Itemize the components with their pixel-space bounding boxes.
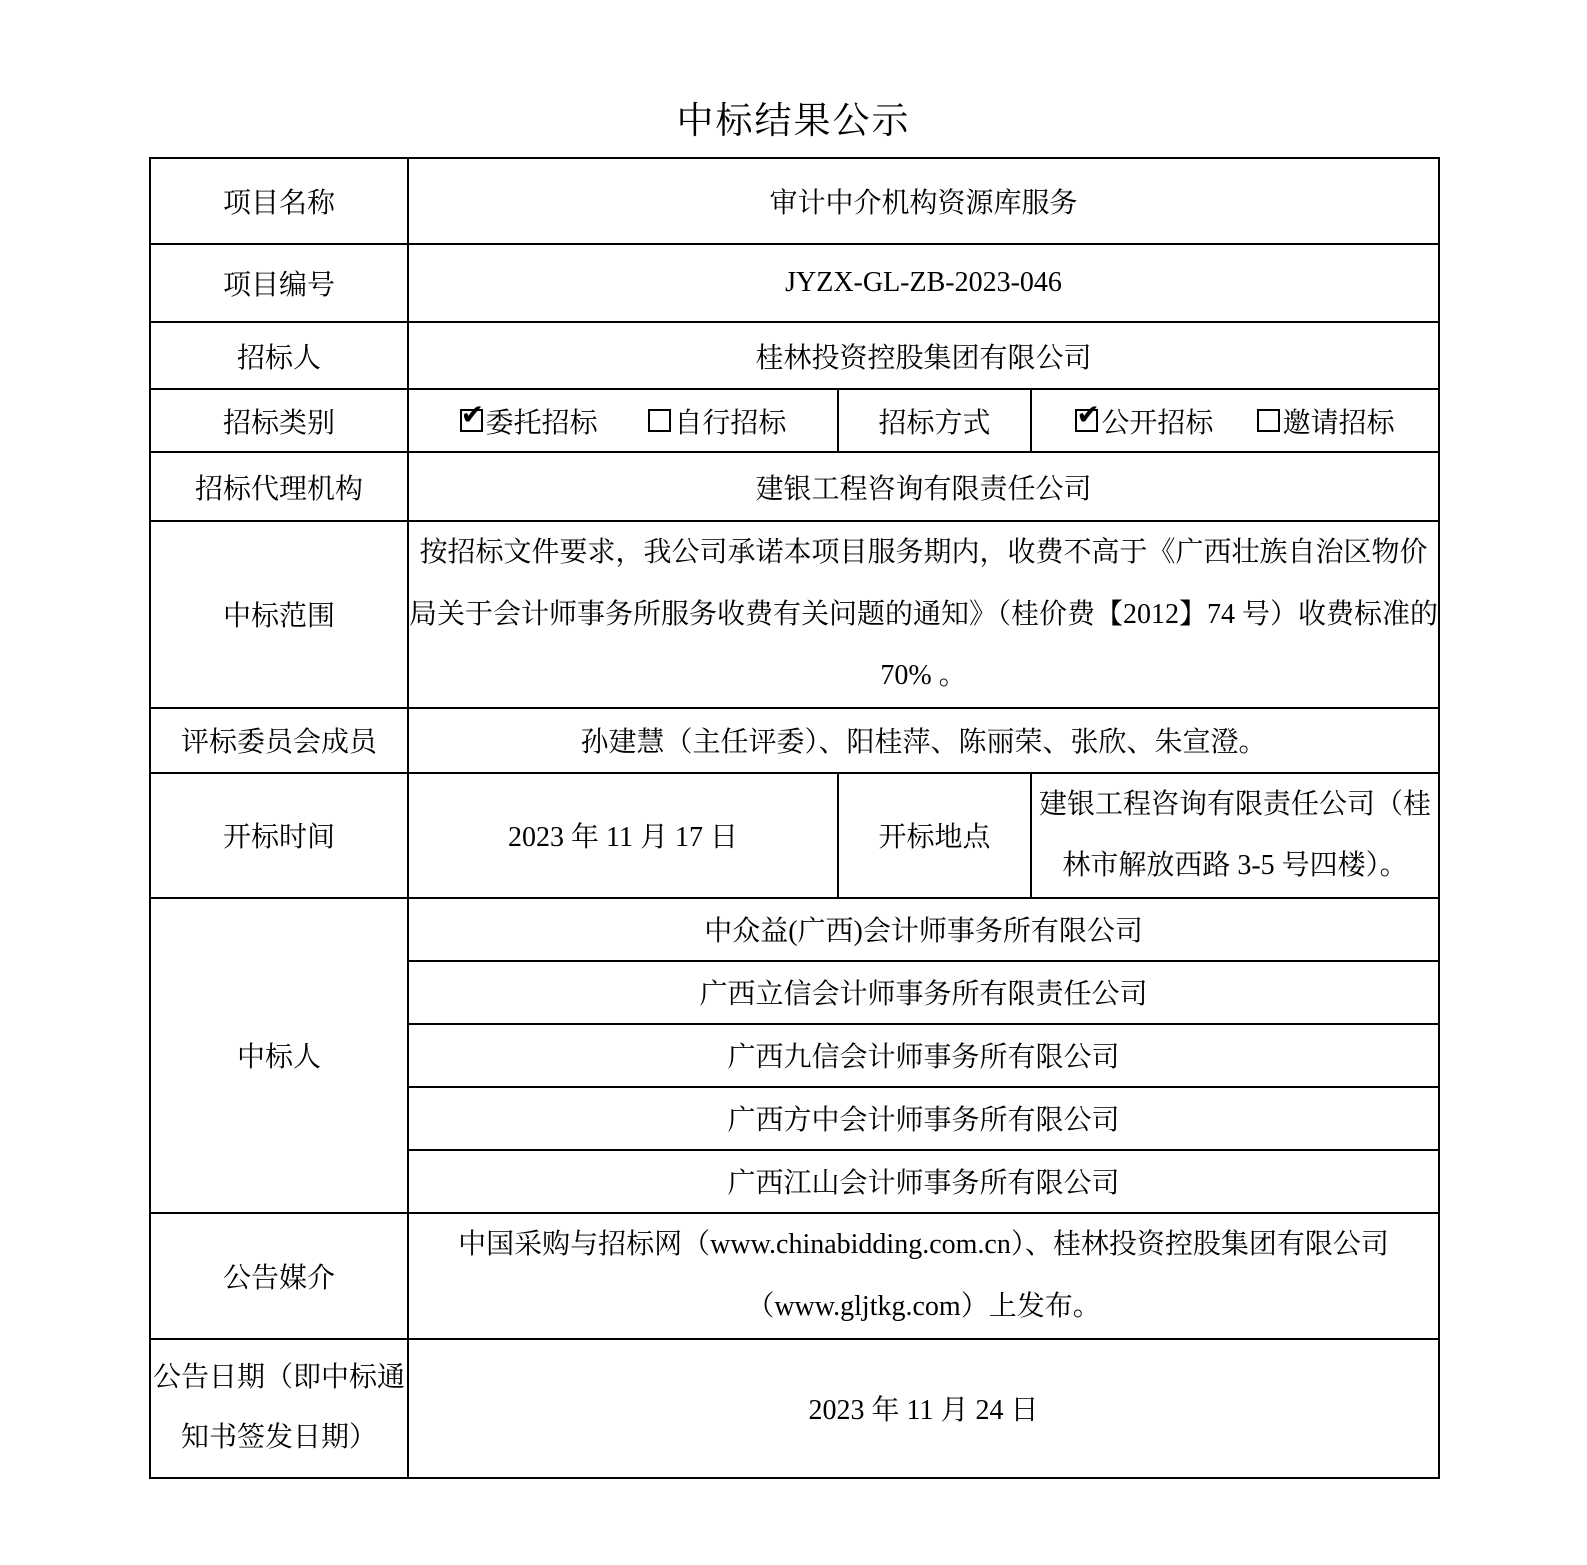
table-row-bid-category: [150, 389, 1439, 452]
table-row-bid-opening: [150, 773, 1439, 898]
award-scope-value: 按招标文件要求，我公司承诺本项目服务期内，收费不高于《广西壮族自治区物价局关于会计师事务所服务收费有关问题的通知》（桂价费【2012】74 号）收费标准的 70% 。: [408, 521, 1439, 708]
bid-opening-place-label: 开标地点: [838, 773, 1031, 898]
bid-category-label: 招标类别: [150, 389, 408, 452]
winner-name: 广西江山会计师事务所有限公司: [408, 1150, 1439, 1213]
project-name-value: 审计中介机构资源库服务: [408, 158, 1439, 244]
table-row-announcement-date: [150, 1339, 1439, 1478]
project-code-value: JYZX-GL-ZB-2023-046: [408, 244, 1439, 322]
bid-opening-place-value: 建银工程咨询有限责任公司（桂林市解放西路 3-5 号四楼）。: [1031, 773, 1439, 898]
table-row-tenderer: [150, 322, 1439, 389]
award-scope-label: 中标范围: [150, 521, 408, 708]
announcement-media-label: 公告媒介: [150, 1213, 408, 1339]
checkbox-label: 自行招标: [674, 407, 787, 439]
project-name-label: 项目名称: [150, 158, 408, 244]
winner-name: 中众益(广西)会计师事务所有限公司: [408, 898, 1439, 961]
table-row-award-scope: [150, 521, 1439, 708]
table-row-evaluation-committee: [150, 708, 1439, 773]
project-code-label: 项目编号: [150, 244, 408, 322]
winners-label: 中标人: [150, 898, 408, 1213]
agency-value: 建银工程咨询有限责任公司: [408, 452, 1439, 521]
checkbox-entrusted-bidding: [460, 401, 598, 441]
announcement-date-value: 2023 年 11 月 24 日: [408, 1339, 1439, 1478]
page-title: 中标结果公示: [676, 101, 911, 142]
bid-category-options: [409, 401, 837, 441]
table-row-winner: [150, 898, 1439, 961]
checkbox-label: 委托招标: [485, 407, 598, 439]
tenderer-label: 招标人: [150, 322, 408, 389]
table-row-announcement-media: [150, 1213, 1439, 1339]
announcement-date-label: 公告日期（即中标通知书签发日期）: [150, 1339, 408, 1478]
winner-name: 广西九信会计师事务所有限公司: [408, 1024, 1439, 1087]
table-row-project-name: [150, 158, 1439, 244]
bid-method-options: [1032, 401, 1438, 441]
checkbox-label: 邀请招标: [1282, 407, 1395, 439]
checkbox-icon: [1075, 409, 1098, 432]
evaluation-committee-value: 孙建慧（主任评委）、阳桂萍、陈丽荣、张欣、朱宣澄。: [408, 708, 1439, 773]
checkbox-self-bidding: [648, 401, 786, 441]
bid-result-table: [149, 157, 1440, 1479]
table-row-project-code: [150, 244, 1439, 322]
agency-label: 招标代理机构: [150, 452, 408, 521]
checkbox-icon: [648, 409, 671, 432]
table-row-agency: [150, 452, 1439, 521]
tenderer-value: 桂林投资控股集团有限公司: [408, 322, 1439, 389]
winner-name: 广西立信会计师事务所有限责任公司: [408, 961, 1439, 1024]
checkbox-label: 公开招标: [1101, 407, 1214, 439]
checkbox-icon: [460, 409, 483, 432]
bid-method-label: 招标方式: [838, 389, 1031, 452]
bid-method-options-cell: [1031, 389, 1439, 452]
checkbox-invited-bidding: [1257, 401, 1395, 441]
checkbox-open-bidding: [1075, 401, 1213, 441]
bid-opening-time-value: 2023 年 11 月 17 日: [408, 773, 838, 898]
evaluation-committee-label: 评标委员会成员: [150, 708, 408, 773]
bid-category-options-cell: [408, 389, 838, 452]
checkbox-icon: [1257, 409, 1280, 432]
winner-name: 广西方中会计师事务所有限公司: [408, 1087, 1439, 1150]
announcement-media-value: 中国采购与招标网（www.chinabidding.com.cn）、桂林投资控股集团有限公司（www.gljtkg.com）上发布。: [408, 1213, 1439, 1339]
bid-opening-time-label: 开标时间: [150, 773, 408, 898]
